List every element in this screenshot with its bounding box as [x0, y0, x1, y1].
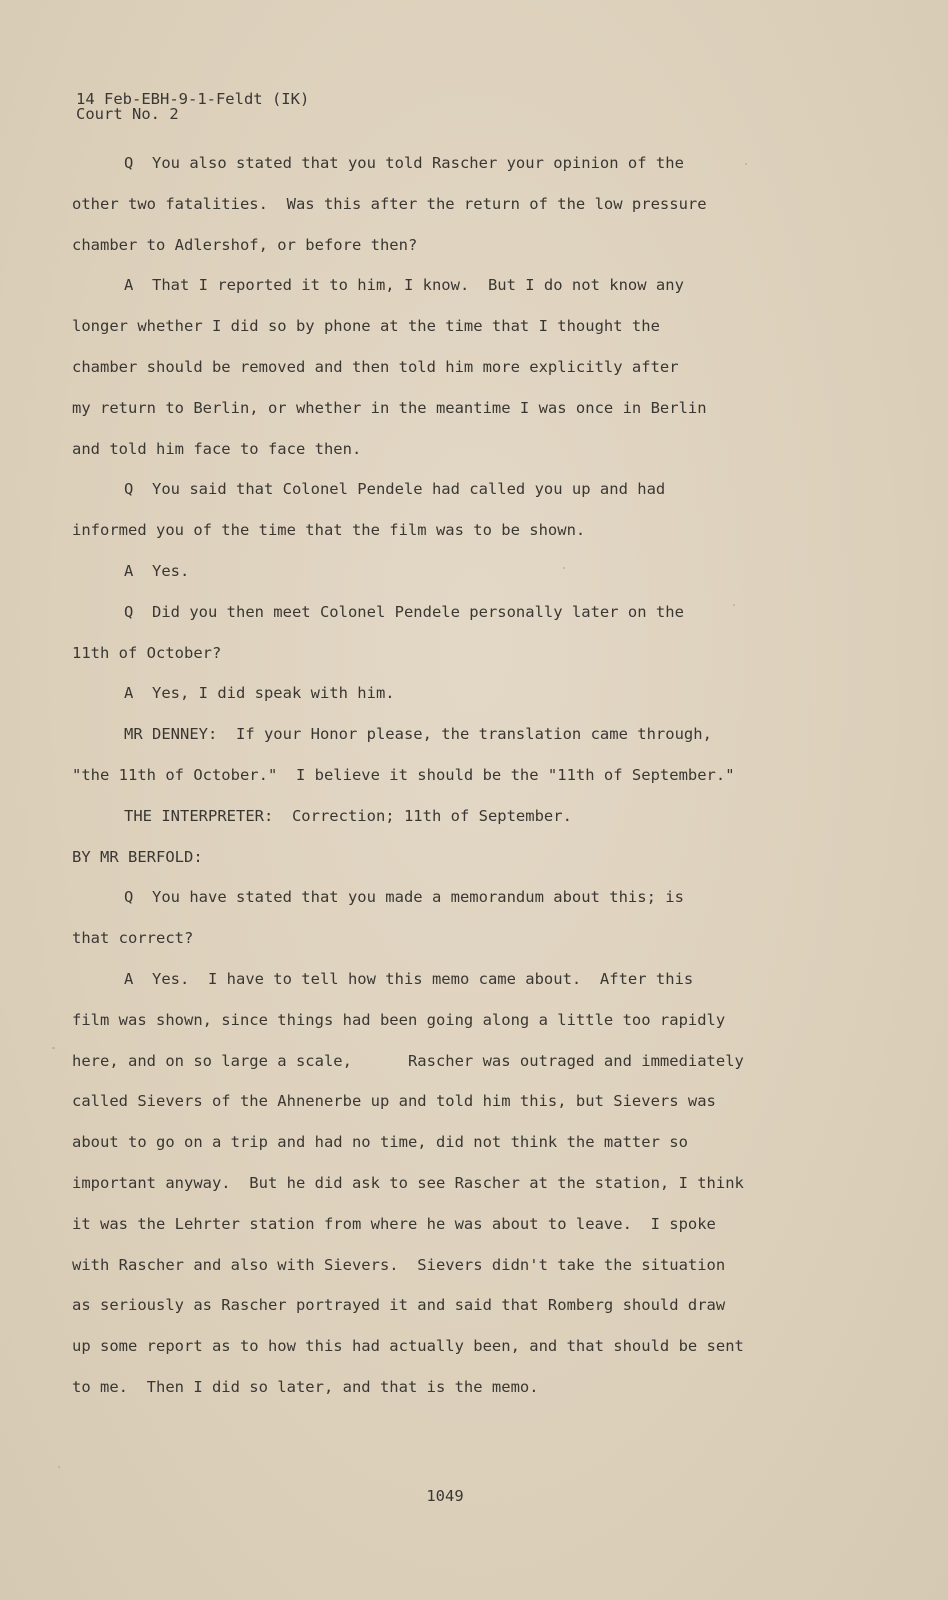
transcript-line: other two fatalities. Was this after the return of the low pressure — [72, 194, 707, 213]
transcript-line: to me. Then I did so later, and that is the memo. — [72, 1377, 539, 1396]
transcript-line: Q You said that Colonel Pendele had called you up and had — [124, 480, 666, 499]
transcript-line: chamber should be removed and then told him more explicitly after — [72, 357, 679, 376]
transcript-line: as seriously as Rascher portrayed it and said that Romberg should draw — [72, 1296, 726, 1315]
page-number: 1049 — [426, 1487, 464, 1505]
transcript-line: A Yes, I did speak with him. — [124, 684, 395, 703]
header-line-1: 14 Feb-EBH-9-1-Feldt (IK) — [76, 90, 310, 108]
transcript-line: 11th of October? — [72, 643, 222, 662]
transcript-line: A That I reported it to him, I know. But I do not know any — [124, 276, 684, 295]
transcript-line: BY MR BERFOLD: — [72, 847, 203, 866]
transcript-line: Q You also stated that you told Rascher your opinion of the — [124, 154, 684, 172]
transcript-line: it was the Lehrter station from where he was about to leave. I spoke — [72, 1214, 716, 1233]
transcript-line: here, and on so large a scale, Rascher was outraged and immediately — [72, 1051, 744, 1070]
transcript-line: important anyway. But he did ask to see Rascher at the station, I think — [72, 1173, 744, 1192]
transcript-line: my return to Berlin, or whether in the meantime I was once in Berlin — [72, 398, 707, 417]
transcript-line: with Rascher and also with Sievers. Sievers didn't take the situation — [72, 1255, 726, 1274]
transcript-line: MR DENNEY: If your Honor please, the translation came through, — [124, 725, 712, 744]
transcript-line: "the 11th of October." I believe it should be the "11th of September." — [72, 765, 735, 784]
transcript-line: chamber to Adlershof, or before then? — [72, 235, 418, 254]
transcript-line: informed you of the time that the film was to be shown. — [72, 521, 586, 540]
transcript-body — [72, 152, 812, 1417]
transcript-line: longer whether I did so by phone at the time that I thought the — [72, 317, 660, 336]
transcript-line: and told him face to face then. — [72, 439, 362, 458]
transcript-line: A Yes. I have to tell how this memo came about. After this — [124, 969, 694, 988]
transcript-line: A Yes. — [124, 561, 190, 580]
page-header — [76, 92, 309, 122]
transcript-line: about to go on a trip and had no time, did not think the matter so — [72, 1133, 688, 1152]
transcript-line: up some report as to how this had actually been, and that should be sent — [72, 1337, 744, 1356]
transcript-line: THE INTERPRETER: Correction; 11th of September. — [124, 806, 572, 825]
transcript-line: that correct? — [72, 929, 194, 948]
transcript-line: called Sievers of the Ahnenerbe up and told him this, but Sievers was — [72, 1092, 716, 1111]
transcript-line: Q Did you then meet Colonel Pendele personally later on the — [124, 602, 684, 621]
transcript-line: Q You have stated that you made a memorandum about this; is — [124, 888, 684, 907]
transcript-line: film was shown, since things had been going along a little too rapidly — [72, 1010, 726, 1029]
header-line-2: Court No. 2 — [76, 105, 179, 123]
